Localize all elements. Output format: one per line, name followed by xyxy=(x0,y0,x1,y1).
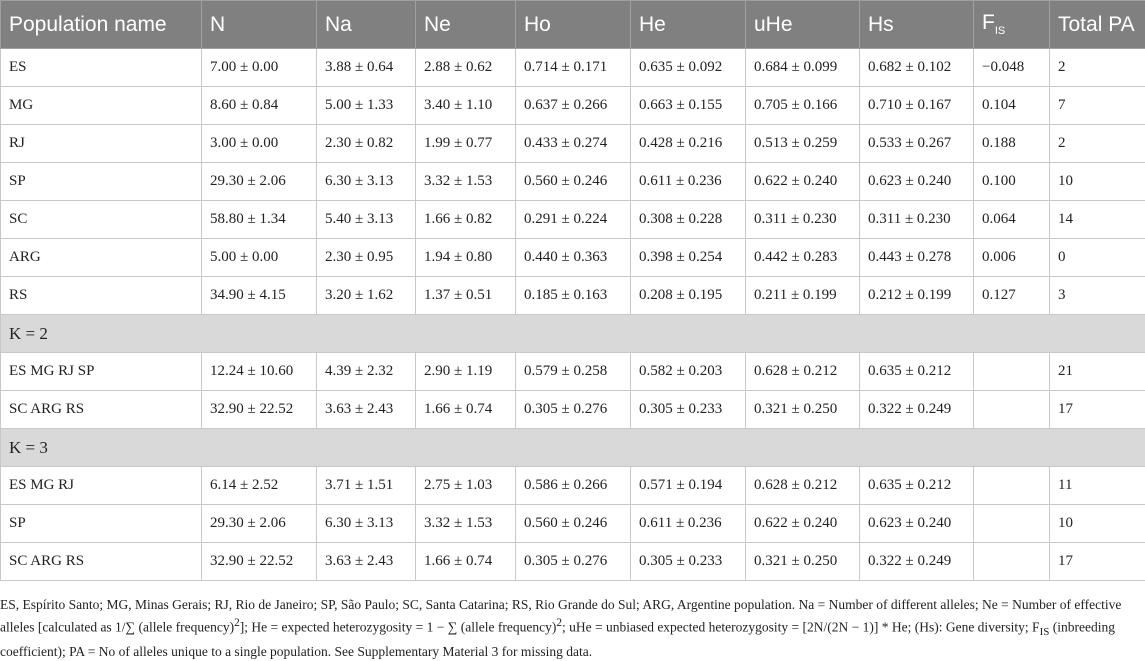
table-row xyxy=(1,125,1145,163)
group-label: K = 2 xyxy=(1,315,1145,353)
table-cell: 0.428 ± 0.216 xyxy=(631,125,746,163)
table-cell: 0.560 ± 0.246 xyxy=(516,505,631,543)
table-cell xyxy=(974,353,1050,391)
footnote-text-1: ES, Espírito Santo; MG, Minas Gerais; RJ, Rio de Janeiro; SP, São Paulo; SC, Santa Catarina; RS, Rio Grande do Sul; ARG, Argentine population. Na = Number of different alleles; Ne = Number of effective alleles [calculated as 1/∑ (allele frequency) xyxy=(0,597,1121,635)
table-cell: SP xyxy=(1,163,202,201)
table-row xyxy=(1,543,1145,581)
table-cell: 3.71 ± 1.51 xyxy=(317,467,416,505)
table-cell: 34.90 ± 4.15 xyxy=(202,277,317,315)
table-cell: 58.80 ± 1.34 xyxy=(202,201,317,239)
header-row xyxy=(1,1,1145,49)
table-cell: 0.104 xyxy=(974,87,1050,125)
table-cell: 3.63 ± 2.43 xyxy=(317,391,416,429)
table-cell: 10 xyxy=(1050,163,1145,201)
table-cell: 0.560 ± 0.246 xyxy=(516,163,631,201)
footnote-sub: IS xyxy=(1040,626,1050,638)
table-cell: 1.94 ± 0.80 xyxy=(416,239,516,277)
table-cell: 0.635 ± 0.212 xyxy=(860,353,974,391)
table-cell: 21 xyxy=(1050,353,1145,391)
table-cell: 0.311 ± 0.230 xyxy=(746,201,860,239)
table-cell: 0.006 xyxy=(974,239,1050,277)
table-cell: 0.628 ± 0.212 xyxy=(746,467,860,505)
table-cell: 2.75 ± 1.03 xyxy=(416,467,516,505)
table-cell: 0.582 ± 0.203 xyxy=(631,353,746,391)
table-cell: 12.24 ± 10.60 xyxy=(202,353,317,391)
header-hs: Hs xyxy=(860,1,974,49)
table-cell: 0.684 ± 0.099 xyxy=(746,49,860,87)
table-cell: RJ xyxy=(1,125,202,163)
table-cell: 0.663 ± 0.155 xyxy=(631,87,746,125)
table-cell: 0.440 ± 0.363 xyxy=(516,239,631,277)
table-cell: 0.533 ± 0.267 xyxy=(860,125,974,163)
header-ho: Ho xyxy=(516,1,631,49)
table-cell: 10 xyxy=(1050,505,1145,543)
footnote-sup-1: 2 xyxy=(234,617,240,629)
table-cell: 0.586 ± 0.266 xyxy=(516,467,631,505)
table-cell: 0.291 ± 0.224 xyxy=(516,201,631,239)
footnote-sup-2: 2 xyxy=(556,617,562,629)
table-cell: 2.90 ± 1.19 xyxy=(416,353,516,391)
table-cell: 0.433 ± 0.274 xyxy=(516,125,631,163)
table-cell: 0.321 ± 0.250 xyxy=(746,543,860,581)
table-cell: 1.66 ± 0.74 xyxy=(416,391,516,429)
table-cell: 17 xyxy=(1050,391,1145,429)
table-cell: 0.635 ± 0.092 xyxy=(631,49,746,87)
table-cell: 14 xyxy=(1050,201,1145,239)
table-cell xyxy=(974,467,1050,505)
table-row xyxy=(1,277,1145,315)
table-cell: 32.90 ± 22.52 xyxy=(202,543,317,581)
footnote-text-4: (inbreeding coefficient); PA = No of alleles unique to a single population. See Supplementary Material 3 for missing data. xyxy=(0,620,1115,660)
footnote-text-3: ; uHe = unbiased expected heterozygosity = [2N/(2N − 1)] * He; (Hs): Gene diversity; F xyxy=(562,620,1040,635)
table-row xyxy=(1,353,1145,391)
table-cell: 0.579 ± 0.258 xyxy=(516,353,631,391)
table-cell: 0.305 ± 0.233 xyxy=(631,391,746,429)
table-cell: ES MG RJ xyxy=(1,467,202,505)
table-cell: 0.185 ± 0.163 xyxy=(516,277,631,315)
table-cell: 0.064 xyxy=(974,201,1050,239)
table-cell: 2.30 ± 0.82 xyxy=(317,125,416,163)
table-row xyxy=(1,391,1145,429)
table-row xyxy=(1,87,1145,125)
table-cell: 2 xyxy=(1050,49,1145,87)
table-cell: 1.99 ± 0.77 xyxy=(416,125,516,163)
table-row xyxy=(1,505,1145,543)
table-cell: ES MG RJ SP xyxy=(1,353,202,391)
table-cell: 0.398 ± 0.254 xyxy=(631,239,746,277)
table-cell: 0.127 xyxy=(974,277,1050,315)
table-cell: 1.37 ± 0.51 xyxy=(416,277,516,315)
table-cell: 0.305 ± 0.233 xyxy=(631,543,746,581)
table-cell: 0.321 ± 0.250 xyxy=(746,391,860,429)
table-cell: 0.611 ± 0.236 xyxy=(631,163,746,201)
table-cell: 3.20 ± 1.62 xyxy=(317,277,416,315)
table-cell xyxy=(974,505,1050,543)
table-cell: −0.048 xyxy=(974,49,1050,87)
group-header-row xyxy=(1,429,1145,467)
header-ne: Ne xyxy=(416,1,516,49)
table-cell: 0.212 ± 0.199 xyxy=(860,277,974,315)
table-cell: 0.714 ± 0.171 xyxy=(516,49,631,87)
group-header-row xyxy=(1,315,1145,353)
header-uhe: uHe xyxy=(746,1,860,49)
table-cell: 8.60 ± 0.84 xyxy=(202,87,317,125)
header-he: He xyxy=(631,1,746,49)
table-cell: 7.00 ± 0.00 xyxy=(202,49,317,87)
table-cell: 29.30 ± 2.06 xyxy=(202,163,317,201)
table-cell: 0.308 ± 0.228 xyxy=(631,201,746,239)
footnote-text-2: ]; He = expected heterozygosity = 1 − ∑ (allele frequency) xyxy=(240,620,557,635)
table-cell: 1.66 ± 0.82 xyxy=(416,201,516,239)
table-row xyxy=(1,467,1145,505)
header-population-name: Population name xyxy=(1,1,202,49)
table-cell xyxy=(974,543,1050,581)
table-cell: 3.40 ± 1.10 xyxy=(416,87,516,125)
table-body xyxy=(1,49,1145,581)
table-cell: SC xyxy=(1,201,202,239)
table-cell: 2.88 ± 0.62 xyxy=(416,49,516,87)
table-cell: 0.623 ± 0.240 xyxy=(860,505,974,543)
table-cell: 0.100 xyxy=(974,163,1050,201)
header-fis-main: F xyxy=(982,11,995,34)
table-cell: 6.14 ± 2.52 xyxy=(202,467,317,505)
header-fis-sub: IS xyxy=(995,26,1005,38)
table-cell: 32.90 ± 22.52 xyxy=(202,391,317,429)
table-cell: RS xyxy=(1,277,202,315)
table-cell: 1.66 ± 0.74 xyxy=(416,543,516,581)
group-label: K = 3 xyxy=(1,429,1145,467)
table-row xyxy=(1,49,1145,87)
table-cell: 0.322 ± 0.249 xyxy=(860,391,974,429)
table-cell: 3.32 ± 1.53 xyxy=(416,505,516,543)
table-cell: 3.88 ± 0.64 xyxy=(317,49,416,87)
table-cell: 0.623 ± 0.240 xyxy=(860,163,974,201)
header-fis xyxy=(974,1,1050,49)
header-na: Na xyxy=(317,1,416,49)
header-total-pa: Total PA xyxy=(1050,1,1145,49)
table-cell: 6.30 ± 3.13 xyxy=(317,163,416,201)
table-footnote xyxy=(0,581,1145,661)
table-cell: 0.637 ± 0.266 xyxy=(516,87,631,125)
table-cell: 3.63 ± 2.43 xyxy=(317,543,416,581)
table-cell: 5.00 ± 1.33 xyxy=(317,87,416,125)
table-cell: 2.30 ± 0.95 xyxy=(317,239,416,277)
table-cell: 0.571 ± 0.194 xyxy=(631,467,746,505)
table-cell: 0.611 ± 0.236 xyxy=(631,505,746,543)
table-cell: 2 xyxy=(1050,125,1145,163)
table-cell: 0.705 ± 0.166 xyxy=(746,87,860,125)
table-cell: 0.622 ± 0.240 xyxy=(746,505,860,543)
table-cell: 6.30 ± 3.13 xyxy=(317,505,416,543)
table-cell: 0.305 ± 0.276 xyxy=(516,543,631,581)
table-cell: 3.00 ± 0.00 xyxy=(202,125,317,163)
table-cell: 5.40 ± 3.13 xyxy=(317,201,416,239)
table-cell: 0.635 ± 0.212 xyxy=(860,467,974,505)
table-row xyxy=(1,201,1145,239)
table-cell: 0.622 ± 0.240 xyxy=(746,163,860,201)
table-cell: ARG xyxy=(1,239,202,277)
table-cell: 0.322 ± 0.249 xyxy=(860,543,974,581)
table-cell: 0.513 ± 0.259 xyxy=(746,125,860,163)
table-cell: MG xyxy=(1,87,202,125)
table-cell: 0.628 ± 0.212 xyxy=(746,353,860,391)
table-row xyxy=(1,239,1145,277)
table-cell: 0.188 xyxy=(974,125,1050,163)
table-cell: 0.443 ± 0.278 xyxy=(860,239,974,277)
table-cell: 29.30 ± 2.06 xyxy=(202,505,317,543)
table-cell: 0.311 ± 0.230 xyxy=(860,201,974,239)
table-cell: 3.32 ± 1.53 xyxy=(416,163,516,201)
table-cell: SC ARG RS xyxy=(1,391,202,429)
table-cell: 5.00 ± 0.00 xyxy=(202,239,317,277)
table-cell: 0.682 ± 0.102 xyxy=(860,49,974,87)
table-cell: 0 xyxy=(1050,239,1145,277)
table-cell: 0.208 ± 0.195 xyxy=(631,277,746,315)
table-cell: 0.442 ± 0.283 xyxy=(746,239,860,277)
table-cell xyxy=(974,391,1050,429)
table-cell: 7 xyxy=(1050,87,1145,125)
table-cell: 17 xyxy=(1050,543,1145,581)
table-cell: 3 xyxy=(1050,277,1145,315)
table-cell: 0.211 ± 0.199 xyxy=(746,277,860,315)
table-cell: 11 xyxy=(1050,467,1145,505)
table-cell: SP xyxy=(1,505,202,543)
table-cell: SC ARG RS xyxy=(1,543,202,581)
table-cell: 4.39 ± 2.32 xyxy=(317,353,416,391)
header-n: N xyxy=(202,1,317,49)
table-cell: 0.305 ± 0.276 xyxy=(516,391,631,429)
table-row xyxy=(1,163,1145,201)
table-cell: 0.710 ± 0.167 xyxy=(860,87,974,125)
table-cell: ES xyxy=(1,49,202,87)
